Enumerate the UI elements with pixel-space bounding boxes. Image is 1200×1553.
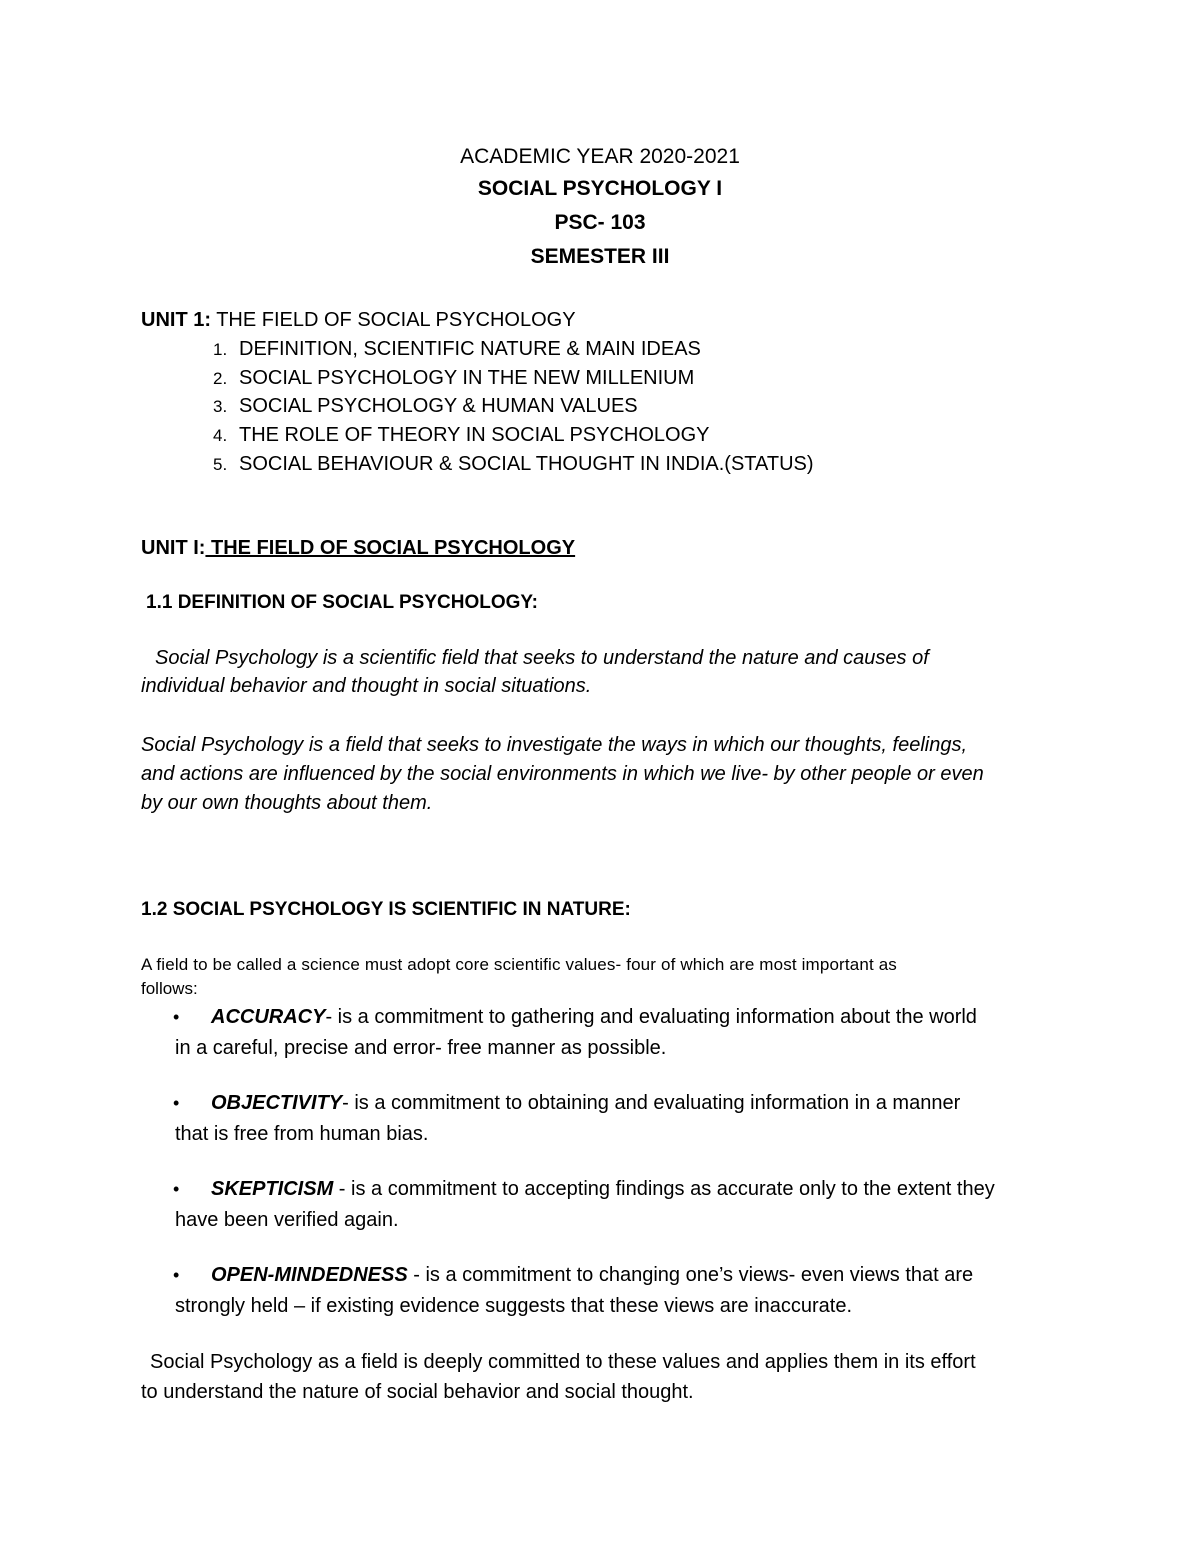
- value-term: OBJECTIVITY: [211, 1092, 343, 1114]
- bullet-icon: •: [173, 1007, 180, 1027]
- value-term: SKEPTICISM: [211, 1178, 334, 1200]
- outline-item-number: 4.: [213, 426, 228, 445]
- outline-item: [213, 339, 701, 359]
- definition-2-line: Social Psychology is a field that seeks to investigate the ways in which our thoughts, feelings,: [141, 734, 968, 756]
- unit-heading-prefix: UNIT I:: [141, 537, 206, 559]
- value-term: ACCURACY: [211, 1006, 326, 1028]
- unit-outline-title: THE FIELD OF SOCIAL PSYCHOLOGY: [211, 309, 576, 331]
- academic-year: ACADEMIC YEAR 2020-2021: [460, 145, 740, 168]
- value-description: - is a commitment to obtaining and evaluating information in a manner: [342, 1092, 961, 1114]
- outline-item-text: SOCIAL PSYCHOLOGY & HUMAN VALUES: [239, 395, 638, 417]
- value-item: [211, 1007, 977, 1027]
- value-item: [211, 1179, 995, 1199]
- outline-item-number: 5.: [213, 455, 228, 474]
- definition-2-line: and actions are influenced by the social environments in which we live- by other people or even: [141, 763, 984, 785]
- definition-1-line: individual behavior and thought in social situations.: [141, 675, 592, 697]
- outline-item: [213, 425, 710, 445]
- course-title: SOCIAL PSYCHOLOGY I: [477, 177, 723, 200]
- outline-item: [213, 368, 694, 388]
- outline-item-text: SOCIAL BEHAVIOUR & SOCIAL THOUGHT IN INDIA.(STATUS): [239, 453, 814, 475]
- value-description-line: in a careful, precise and error- free manner as possible.: [175, 1037, 667, 1059]
- value-description: - is a commitment to gathering and evaluating information about the world: [325, 1006, 977, 1028]
- bullet-icon: •: [173, 1093, 180, 1113]
- unit-outline-prefix: UNIT 1:: [141, 309, 211, 331]
- closing-line: Social Psychology as a field is deeply committed to these values and applies them in its effort: [150, 1351, 976, 1373]
- semester: SEMESTER III: [530, 245, 670, 268]
- definition-1-line: Social Psychology is a scientific field that seeks to understand the nature and causes of: [155, 647, 929, 669]
- value-item: [211, 1093, 960, 1113]
- intro-line: A field to be called a science must adopt core scientific values- four of which are most important as: [141, 955, 897, 974]
- section-1-1-heading: 1.1 DEFINITION OF SOCIAL PSYCHOLOGY:: [146, 592, 539, 613]
- course-code: PSC- 103: [554, 211, 646, 234]
- outline-item-number: 1.: [213, 340, 228, 359]
- outline-item-number: 3.: [213, 397, 228, 416]
- intro-line: follows:: [141, 979, 198, 998]
- outline-item-number: 2.: [213, 369, 228, 388]
- unit-heading: [141, 538, 575, 558]
- value-item: [211, 1265, 973, 1285]
- outline-item: [213, 454, 814, 474]
- value-description-line: have been verified again.: [175, 1209, 399, 1231]
- outline-item-text: DEFINITION, SCIENTIFIC NATURE & MAIN IDEAS: [239, 338, 701, 360]
- value-description: - is a commitment to changing one’s views- even views that are: [407, 1264, 974, 1286]
- outline-item-text: SOCIAL PSYCHOLOGY IN THE NEW MILLENIUM: [239, 367, 695, 389]
- unit-outline-heading: [141, 310, 576, 330]
- outline-item-text: THE ROLE OF THEORY IN SOCIAL PSYCHOLOGY: [239, 424, 710, 446]
- outline-item: [213, 396, 638, 416]
- bullet-icon: •: [173, 1265, 180, 1285]
- value-description-line: that is free from human bias.: [175, 1123, 429, 1145]
- definition-2-line: by our own thoughts about them.: [141, 792, 433, 814]
- bullet-icon: •: [173, 1179, 180, 1199]
- value-description-line: strongly held – if existing evidence suggests that these views are inaccurate.: [175, 1295, 853, 1317]
- unit-heading-title: THE FIELD OF SOCIAL PSYCHOLOGY: [205, 537, 576, 559]
- section-1-2-heading: 1.2 SOCIAL PSYCHOLOGY IS SCIENTIFIC IN NATURE:: [141, 899, 631, 920]
- value-term: OPEN-MINDEDNESS: [211, 1264, 408, 1286]
- value-description: - is a commitment to accepting findings as accurate only to the extent they: [333, 1178, 995, 1200]
- closing-line: to understand the nature of social behavior and social thought.: [141, 1381, 694, 1403]
